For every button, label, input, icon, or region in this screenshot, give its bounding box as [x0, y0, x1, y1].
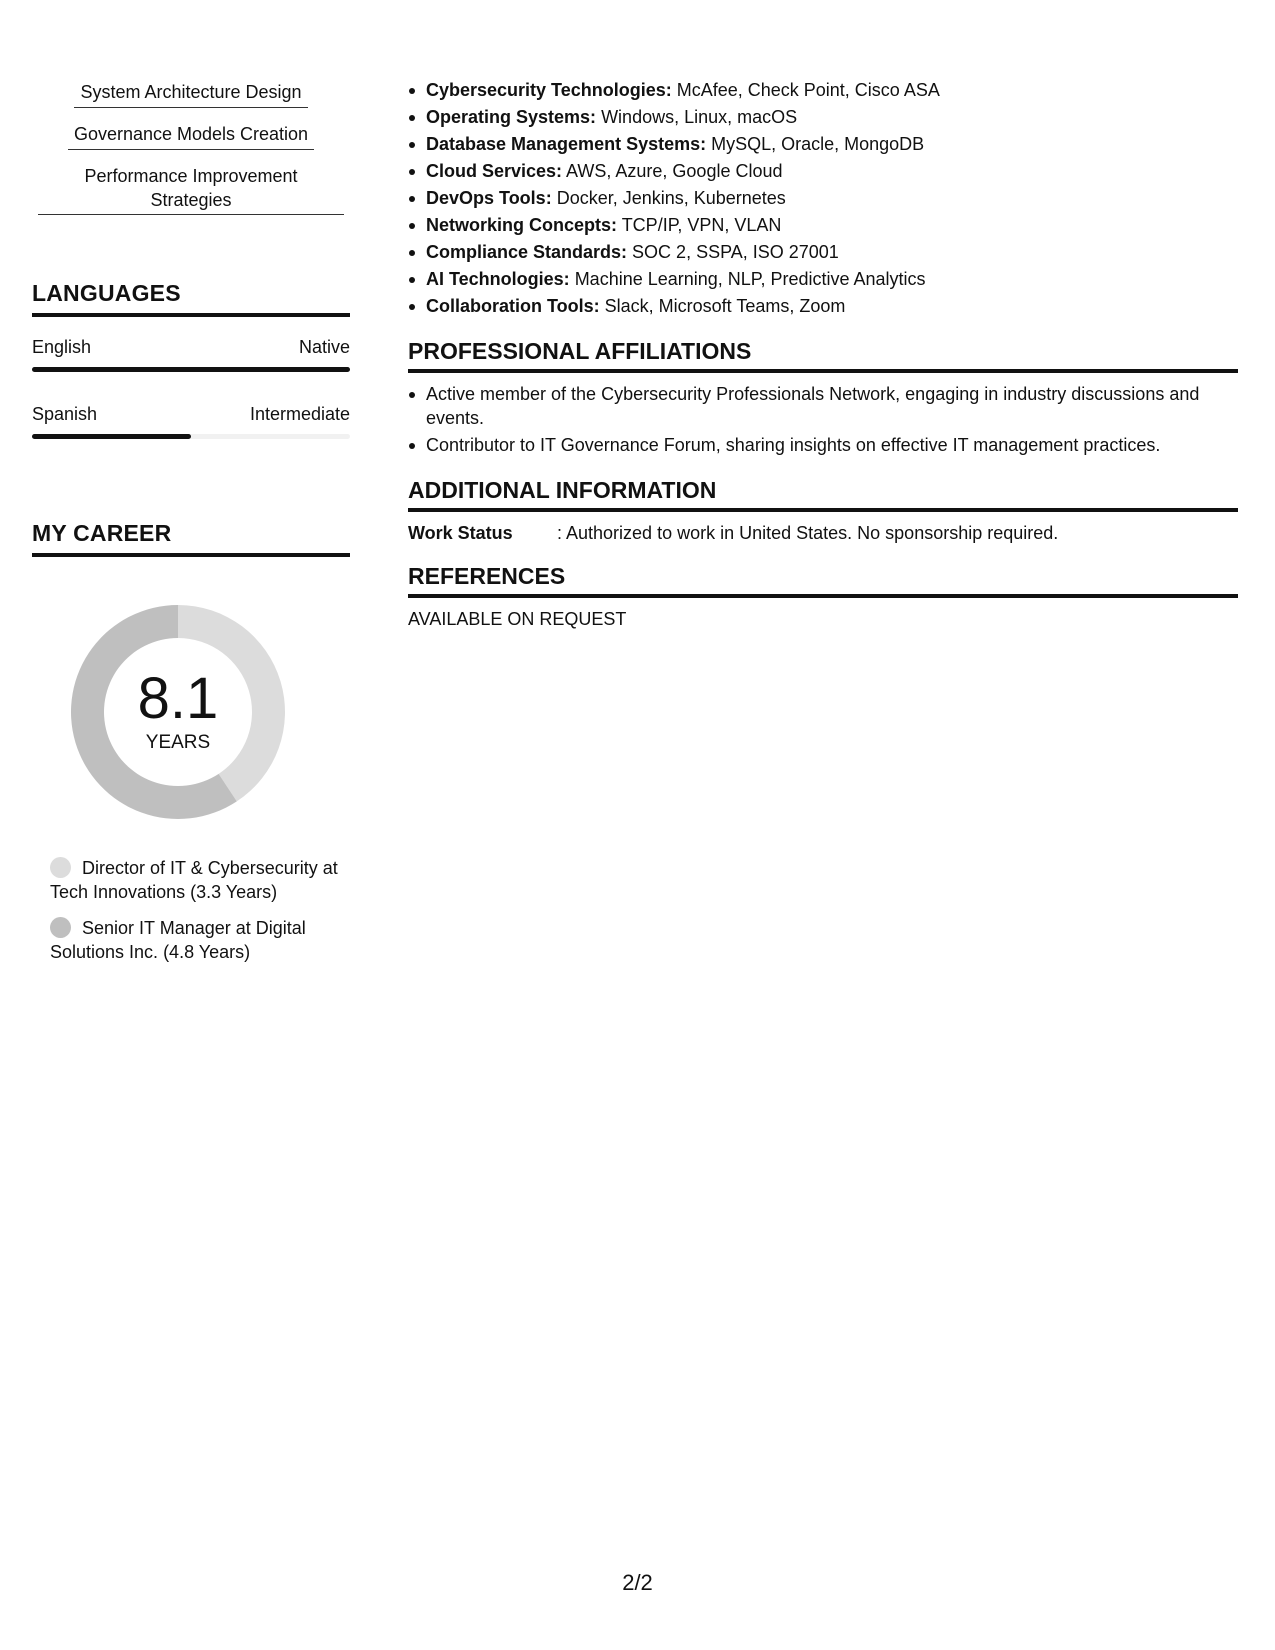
legend-label: Director of IT & Cybersecurity at Tech Innovations (3.3 Years) — [50, 858, 338, 902]
skill-label: System Architecture Design — [74, 80, 307, 108]
item-value: Slack, Microsoft Teams, Zoom — [599, 296, 846, 316]
skill-list — [32, 80, 350, 215]
career-section — [32, 520, 350, 962]
technical-skills-list — [408, 78, 1238, 318]
item-label: Compliance Standards: — [426, 242, 628, 262]
legend-item — [50, 856, 340, 904]
language-bar-fill — [32, 434, 191, 439]
item-value: Windows, Linux, macOS — [596, 107, 798, 127]
career-heading: MY CAREER — [32, 520, 350, 557]
list-item — [408, 78, 1238, 102]
list-item: Contributor to IT Governance Forum, sharing insights on effective IT management practices. — [408, 433, 1238, 457]
right-column — [408, 78, 1238, 631]
legend-dot — [50, 917, 71, 938]
language-name: English — [32, 337, 92, 357]
item-label: AI Technologies: — [426, 269, 570, 289]
donut-center — [66, 600, 290, 824]
language-level: Native — [298, 337, 350, 357]
item-label: Collaboration Tools: — [426, 296, 600, 316]
legend-dot — [50, 857, 71, 878]
skill-item — [32, 122, 350, 150]
language-bar-track — [32, 367, 350, 372]
skill-label: Performance Improvement Strategies — [38, 164, 344, 215]
affiliations-section — [408, 338, 1238, 457]
item-label: Operating Systems: — [426, 107, 597, 127]
list-item — [408, 240, 1238, 264]
list-item — [408, 132, 1238, 156]
career-total-unit: YEARS — [145, 732, 211, 753]
item-label: Cybersecurity Technologies: — [426, 80, 672, 100]
work-status-value: : Authorized to work in United States. No sponsorship required. — [557, 523, 1059, 543]
languages-heading: LANGUAGES — [32, 280, 350, 317]
affiliations-heading: PROFESSIONAL AFFILIATIONS — [408, 338, 1238, 373]
item-value: McAfee, Check Point, Cisco ASA — [671, 80, 940, 100]
item-value: SOC 2, SSPA, ISO 27001 — [627, 242, 839, 262]
work-status-label: Work Status — [408, 523, 513, 543]
list-item — [408, 213, 1238, 237]
page-number: 2/2 — [622, 1570, 653, 1595]
list-item — [408, 159, 1238, 183]
item-value: Machine Learning, NLP, Predictive Analytics — [569, 269, 926, 289]
list-item — [408, 294, 1238, 318]
references-section — [408, 563, 1238, 631]
list-item — [408, 267, 1238, 291]
career-total-value: 8.1 — [137, 666, 219, 731]
list-item: Active member of the Cybersecurity Professionals Network, engaging in industry discussions and events. — [408, 382, 1238, 430]
language-bar-track — [32, 434, 350, 439]
item-value: AWS, Azure, Google Cloud — [562, 161, 783, 181]
legend-label: Senior IT Manager at Digital Solutions Inc. (4.8 Years) — [50, 918, 306, 962]
language-item — [32, 402, 350, 439]
item-value: TCP/IP, VPN, VLAN — [617, 215, 782, 235]
skill-item — [32, 164, 350, 215]
item-label: Cloud Services: — [426, 161, 563, 181]
career-legend — [50, 856, 340, 976]
language-name: Spanish — [32, 404, 98, 424]
references-heading: REFERENCES — [408, 563, 1238, 598]
item-label: DevOps Tools: — [426, 188, 552, 208]
affiliations-list — [408, 382, 1238, 457]
legend-item — [50, 916, 340, 964]
item-label: Networking Concepts: — [426, 215, 618, 235]
item-value: MySQL, Oracle, MongoDB — [706, 134, 925, 154]
skill-label: Governance Models Creation — [68, 122, 314, 150]
item-value: Docker, Jenkins, Kubernetes — [551, 188, 786, 208]
left-column — [32, 80, 350, 962]
work-status-row — [408, 521, 1238, 545]
list-item — [408, 186, 1238, 210]
additional-info-heading: ADDITIONAL INFORMATION — [408, 477, 1238, 512]
skill-item — [32, 80, 350, 108]
list-item — [408, 105, 1238, 129]
languages-section — [32, 280, 350, 439]
language-level: Intermediate — [249, 404, 350, 424]
additional-info-section — [408, 477, 1238, 545]
item-label: Database Management Systems: — [426, 134, 707, 154]
references-text: AVAILABLE ON REQUEST — [408, 609, 627, 629]
language-bar-fill — [32, 367, 350, 372]
language-item — [32, 335, 350, 372]
